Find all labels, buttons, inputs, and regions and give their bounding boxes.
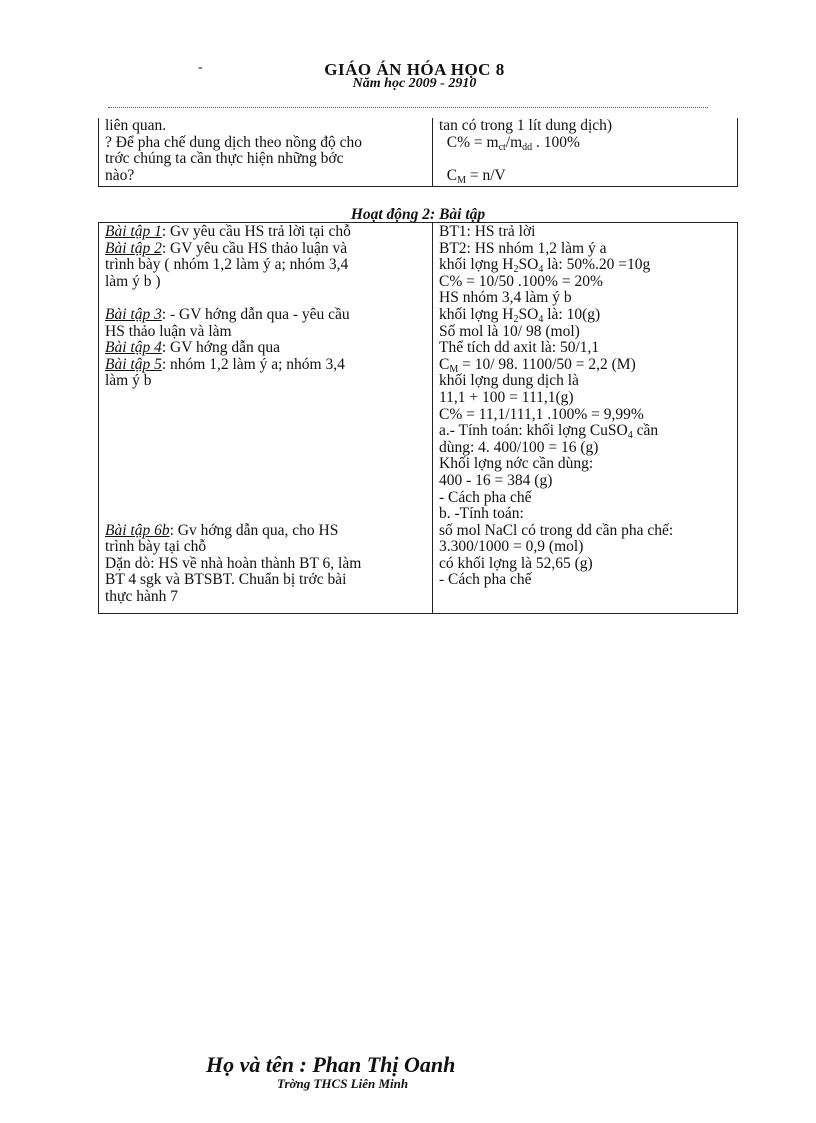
table-cell-left <box>99 223 433 614</box>
answer-line: Khối lợng nớc cần dùng: <box>439 455 594 473</box>
signature-name: Họ và tên : Phan Thị Oanh <box>206 1052 456 1077</box>
answer-line: khối lợng dung dịch là <box>439 372 579 390</box>
text-line: ? Để pha chế dung dịch theo nồng độ cho <box>105 133 362 151</box>
activity-2-title: Hoạt động 2: Bài tập <box>350 206 486 223</box>
formula-cm: $C_M = n/V$ <box>446 166 506 186</box>
dotted-divider <box>108 107 708 108</box>
text-line: nào? <box>105 166 135 184</box>
homework-line: thực hành 7 <box>105 588 178 606</box>
answer-line: BT2: HS nhóm 1,2 làm ý a <box>439 239 607 257</box>
formula-c-percent: $C\% = m_{ct}/m_{dd}$ . 100% <box>446 133 580 153</box>
table-exercises <box>98 222 738 614</box>
answer-line: số mol NaCl có trong dd cần pha chế: <box>439 521 674 539</box>
document-title: GIÁO ÁN HÓA HỌC 8 <box>324 60 505 79</box>
answer-line: 400 - 16 = 384 (g) <box>439 471 553 489</box>
answer-line: a.- Tính toán: khối lợng CuSO$_4$ cần <box>439 422 659 442</box>
answer-line: dùng: 4. 400/100 = 16 (g) <box>439 438 599 456</box>
signature-school: Trờng THCS Liên Minh <box>277 1076 409 1091</box>
exercise-4: Bài tập 4: GV hớng dẫn qua <box>105 339 280 357</box>
text-line: làm ý b ) <box>105 272 161 290</box>
header-dash: - <box>198 60 203 75</box>
answer-line: 3.300/1000 = 0,9 (mol) <box>439 538 584 556</box>
homework-line: BT 4 sgk và BTSBT. Chuẩn bị trớc bài <box>105 571 347 589</box>
exercise-5: Bài tập 5: nhóm 1,2 làm ý a; nhóm 3,4 <box>105 355 345 373</box>
table-row <box>99 118 738 187</box>
answer-line: - Cách pha chế <box>439 488 532 506</box>
answer-line: khối lợng $H_2SO_4$ là: 10(g) <box>439 305 601 325</box>
answer-line: Thể tích dd axit là: 50/1,1 <box>439 339 600 357</box>
text-line: trình bày tại chỗ <box>105 538 207 556</box>
answer-line: HS nhóm 3,4 làm ý b <box>439 289 572 307</box>
answer-line: C% = 10/50 .100% = 20% <box>439 272 603 290</box>
text-line: tan có trong 1 lít dung dịch) <box>439 117 613 134</box>
answer-line: Số mol là 10/ 98 (mol) <box>439 322 580 340</box>
text-line: trình bày ( nhóm 1,2 làm ý a; nhóm 3,4 <box>105 256 349 274</box>
table-cell-right <box>433 118 738 187</box>
exercise-1: Bài tập 1: Gv yêu cầu HS trả lời tại chỗ <box>105 223 351 240</box>
homework-line: Dặn dò: HS về nhà hoàn thành BT 6, làm <box>105 554 362 572</box>
text-line: HS thảo luận và làm <box>105 322 232 340</box>
exercise-3: Bài tập 3: - GV hớng dẫn qua - yêu cầu <box>105 305 350 323</box>
table-continuation <box>98 118 738 187</box>
answer-line: khối lợng $H_2SO_4$ là: 50%.20 =10g <box>439 256 651 276</box>
answer-line: $C_M = 10/$ 98. 1100/50 = 2,2 (M) <box>439 355 636 375</box>
text-line: liên quan. <box>105 117 167 134</box>
answer-line: 11,1 + 100 = 111,1(g) <box>439 388 574 406</box>
exercise-6b: Bài tập 6b: Gv hớng dẫn qua, cho HS <box>105 521 339 539</box>
answer-line: - Cách pha chế <box>439 571 532 589</box>
table-row <box>99 223 738 614</box>
answer-line: C% = 11,1/111,1 .100% = 9,99% <box>439 405 644 423</box>
school-year: Năm học 2009 - 2910 <box>352 76 477 91</box>
table-cell-right <box>433 223 738 614</box>
text-line: làm ý b <box>105 372 152 390</box>
answer-line: có khối lợng là 52,65 (g) <box>439 554 593 572</box>
text-line: trớc chúng ta cần thực hiện những bớc <box>105 150 344 168</box>
answer-line: BT1: HS trả lời <box>439 223 536 240</box>
answer-line: b. -Tính toán: <box>439 505 524 523</box>
table-cell-left <box>99 118 433 187</box>
exercise-2: Bài tập 2: GV yêu cầu HS thảo luận và <box>105 239 348 257</box>
